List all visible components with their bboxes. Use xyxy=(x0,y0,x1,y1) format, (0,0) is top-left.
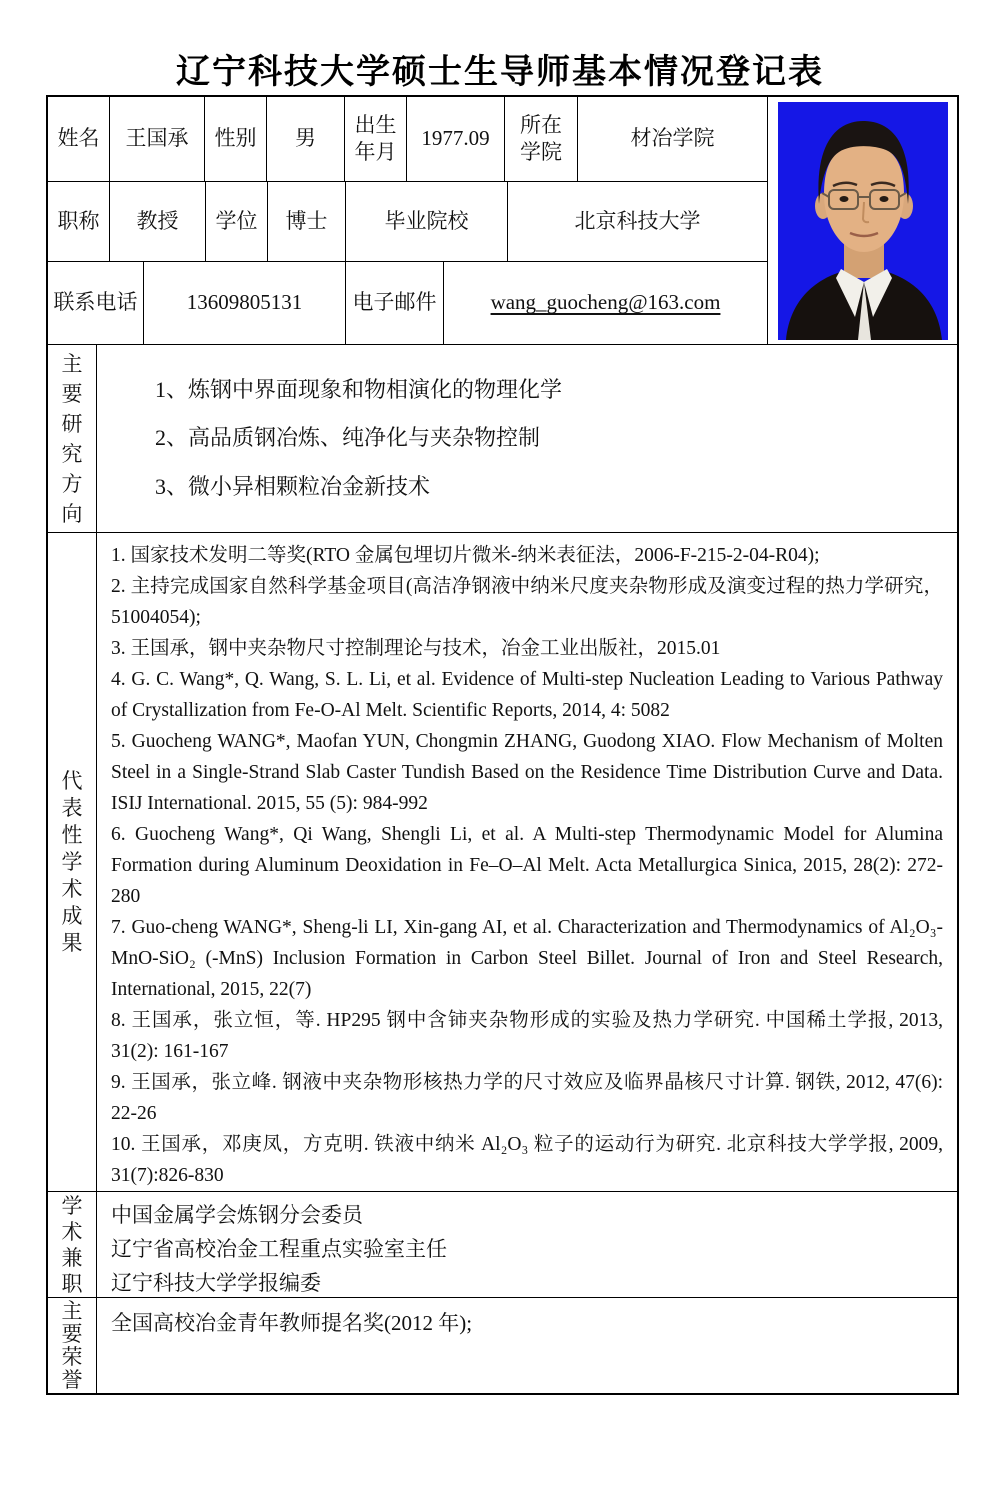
position-item: 中国金属学会炼钢分会委员 xyxy=(111,1203,363,1227)
page-title: 辽宁科技大学硕士生导师基本情况登记表 xyxy=(176,53,824,91)
positions-section-content xyxy=(97,1192,957,1298)
achievement-item: 2. 主持完成国家自然科学基金项目(高洁净钢液中纳米尺度夹杂物形成及演变过程的热力学研究，51004054); xyxy=(111,576,943,628)
college-label-cell: 所在学院 xyxy=(505,97,578,182)
achievement-item: 3. 王国承，钢中夹杂物尺寸控制理论与技术，冶金工业出版社，2015.01 xyxy=(111,638,721,659)
achievement-item: 8. 王国承，张立恒，等. HP295 钢中含铈夹杂物形成的实验及热力学研究. 中国稀土学报, 2013, 31(2): 161-167 xyxy=(111,1010,943,1062)
degree-label-cell: 学位 xyxy=(206,182,268,262)
degree-value-cell: 博士 xyxy=(268,182,346,262)
research-item: 1、炼钢中界面现象和物相演化的物理化学 xyxy=(155,376,563,402)
research-item: 2、高品质钢冶炼、纯净化与夹杂物控制 xyxy=(155,425,541,451)
achievement-item: 10. 王国承，邓庚凤，方克明. 铁液中纳米 Al₂O₃ 粒子的运动行为研究. 北京科技大学学报, 2009, 31(7):826-830 xyxy=(111,1134,943,1186)
position-item: 辽宁省高校冶金工程重点实验室主任 xyxy=(111,1237,447,1261)
email-value: wang_guocheng@163.com xyxy=(490,290,721,315)
job-title-label-cell: 职称 xyxy=(48,182,110,262)
achievement-item: 5. Guocheng WANG*, Maofan YUN, Chongmin ZHANG, Guodong XIAO. Flow Mechanism of Molten Steel in a Single-Strand Slab Caster Tundish Based on the Residence Time Distribution Curve and Data. ISIJ International. 2015, 55 (5): 984-992 xyxy=(111,731,943,814)
gender-value-cell: 男 xyxy=(267,97,345,182)
position-item: 辽宁科技大学学报编委 xyxy=(111,1271,321,1295)
achievement-item: 4. G. C. Wang*, Q. Wang, S. L. Li, et al. Evidence of Multi-step Nucleation Leading to Various Pathway of Crystallization from Fe-O-Al Melt. Scientific Reports, 2014, 4: 5082 xyxy=(111,669,943,721)
achievements-section-label: 代表性学术成果 xyxy=(48,533,97,1192)
achievements-section-content xyxy=(97,533,957,1192)
portrait-photo xyxy=(778,102,948,340)
positions-section-label: 学术兼职 xyxy=(48,1192,97,1298)
research-section-content xyxy=(97,345,957,533)
birth-label-cell: 出生年月 xyxy=(345,97,407,182)
research-item: 3、微小异相颗粒冶金新技术 xyxy=(155,473,431,499)
gender-label-cell: 性别 xyxy=(205,97,267,182)
achievement-item: 1. 国家技术发明二等奖(RTO 金属包埋切片微米-纳米表征法，2006-F-215-2-04-R04); xyxy=(111,545,820,566)
portrait-photo-cell xyxy=(768,97,957,345)
achievement-item: 9. 王国承，张立峰. 钢液中夹杂物形核热力学的尺寸效应及临界晶核尺寸计算. 钢铁, 2012, 47(6): 22-26 xyxy=(111,1072,943,1124)
honors-section-content xyxy=(97,1298,957,1393)
form-table xyxy=(46,95,959,1395)
grad-school-label-cell: 毕业院校 xyxy=(346,182,508,262)
phone-label-cell: 联系电话 xyxy=(48,262,144,345)
honor-item: 全国高校冶金青年教师提名奖(2012 年); xyxy=(111,1311,473,1335)
research-section-label: 主要研究方向 xyxy=(48,345,97,533)
birth-value-cell: 1977.09 xyxy=(407,97,505,182)
name-label-cell: 姓名 xyxy=(48,97,110,182)
email-value-cell xyxy=(444,262,768,345)
grad-school-value-cell: 北京科技大学 xyxy=(508,182,768,262)
email-label-cell: 电子邮件 xyxy=(346,262,444,345)
phone-value-cell: 13609805131 xyxy=(144,262,346,345)
achievement-item: 6. Guocheng Wang*, Qi Wang, Shengli Li, et al. A Multi-step Thermodynamic Model for Alumina Formation during Aluminum Deoxidation in Fe–O–Al Melt. Acta Metallurgica Sinica, 2015, 28(2): 272-280 xyxy=(111,824,943,907)
job-title-value-cell: 教授 xyxy=(110,182,206,262)
achievement-item: 7. Guo-cheng WANG*, Sheng-li LI, Xin-gang AI, et al. Characterization and Thermodynamics of Al₂O₃-MnO-SiO₂ (-MnS) Inclusion Formation in Carbon Steel Billet. Journal of Iron and Steel Research, International, 2015, 22(7) xyxy=(111,917,943,1000)
college-value-cell: 材冶学院 xyxy=(578,97,768,182)
name-value-cell: 王国承 xyxy=(110,97,205,182)
honors-section-label: 主要荣誉 xyxy=(48,1298,97,1393)
